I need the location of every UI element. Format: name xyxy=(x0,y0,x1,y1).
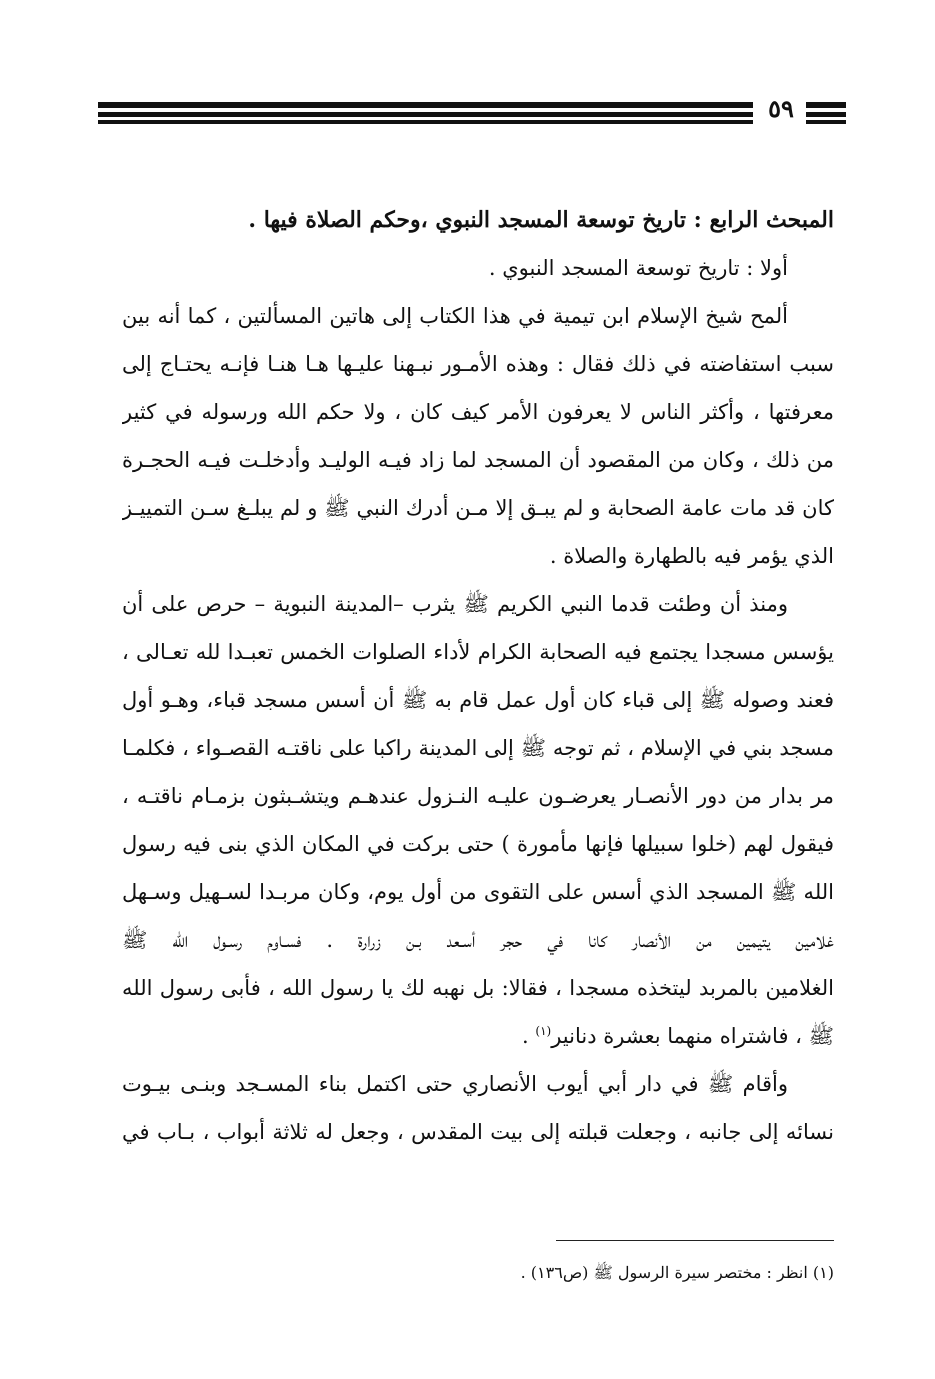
header-rule-short xyxy=(806,112,846,117)
section-heading-label: المبحث الرابع xyxy=(709,207,834,233)
paragraph-line: معرفتها ، وأكثر الناس لا يعرفون الأمر كيف كان ، ولا حكم الله ورسوله في كثير xyxy=(122,400,834,424)
header-rule-short xyxy=(806,120,846,124)
paragraph-line: نسائه إلى جانبه ، وجعلت قبلته إلى بيت المقدس ، وجعل له ثلاثة أبواب ، بـاب في xyxy=(122,1120,834,1144)
header-rule xyxy=(98,120,753,124)
header-rule-short xyxy=(806,102,846,108)
page-body xyxy=(122,196,834,1156)
section-heading xyxy=(122,196,834,244)
paragraph-line: فعند وصوله ﷺ إلى قباء كان أول عمل قام به ﷺ أن أسس مسجد قباء، وهـو أول xyxy=(122,688,834,712)
footnote-marker[interactable]: (١) xyxy=(535,1024,552,1038)
header-rule xyxy=(98,102,753,108)
page-header xyxy=(98,94,846,128)
paragraph-line: من ذلك ، وكان من المقصود أن المسجد لما زاد فيـه الوليـد وأدخلـت فيـه الحجـرة xyxy=(122,448,834,472)
paragraph-line: كان قد مات عامة الصحابة و لم يبـق إلا مـن أدرك النبي ﷺ و لم يبلـغ سـن التمييـز xyxy=(122,496,834,520)
paragraph-line-end: . xyxy=(522,1024,536,1048)
subheading: أولا : تاريخ توسعة المسجد النبوي . xyxy=(488,256,788,280)
footnote: (١) انظر : مختصر سيرة الرسول ﷺ (ص١٣٦) . xyxy=(520,1263,834,1282)
paragraph-line: ومنذ أن وطئت قدما النبي الكريم ﷺ يثرب –المدينة النبوية – حرص على أن xyxy=(122,592,788,616)
header-rule xyxy=(98,112,753,117)
paragraph-line: مسجد بني في الإسلام ، ثم توجه ﷺ إلى المدينة راكبا على ناقتـه القصـواء ، فكلمـا xyxy=(122,736,834,760)
paragraph-line: مر بدار من دور الأنصـار يعرضـون عليـه النـزول عندهـم ويتشـبثون بزمـام ناقتـه ، xyxy=(122,784,834,808)
footnote-separator xyxy=(556,1240,834,1241)
section-heading-text: : تاريخ توسعة المسجد النبوي ،وحكم الصلاة فيها . xyxy=(248,207,702,233)
paragraph-line: الله ﷺ المسجد الذي أسس على التقوى من أول يوم، وكان مربـدا لسـهيل وسـهل xyxy=(122,880,834,904)
paragraph-line: غلامين يتيمين من الأنصار كانا في حجر أسـعد بـن زرارة . فسـاوم رسـول الله ﷺ xyxy=(122,928,834,952)
paragraph-line: الذي يؤمر فيه بالطهارة والصلاة . xyxy=(549,544,834,568)
paragraph-line-text: ﷺ ، فاشتراه منهما بعشرة دنانير xyxy=(551,1024,834,1048)
paragraph-line: الغلامين بالمربد ليتخذه مسجدا ، فقالا: بل نهبه لك يا رسول الله ، فأبى رسول الله xyxy=(122,976,834,1000)
paragraph-line: وأقام ﷺ في دار أبي أيوب الأنصاري حتى اكتمل بناء المسـجد وبنـى بيـوت xyxy=(122,1072,788,1096)
paragraph-line: يؤسس مسجدا يجتمع فيه الصحابة الكرام لأداء الصلوات الخمس تعبـدا لله تعـالى ، xyxy=(122,640,834,664)
paragraph-line xyxy=(122,1012,834,1060)
page-number: ٥٩ xyxy=(768,94,794,123)
paragraph-line: فيقول لهم (خلوا سبيلها فإنها مأمورة ) حتى بركت في المكان الذي بنى فيه رسول xyxy=(122,832,834,856)
paragraph-line: ألمح شيخ الإسلام ابن تيمية في هذا الكتاب إلى هاتين المسألتين ، كما أنه بين xyxy=(122,304,788,328)
paragraph-line: سبب استفاضته في ذلك فقال : وهذه الأمـور نبـهنا عليـها هـا هنـا فإنـه يحتـاج إلى xyxy=(122,352,834,376)
